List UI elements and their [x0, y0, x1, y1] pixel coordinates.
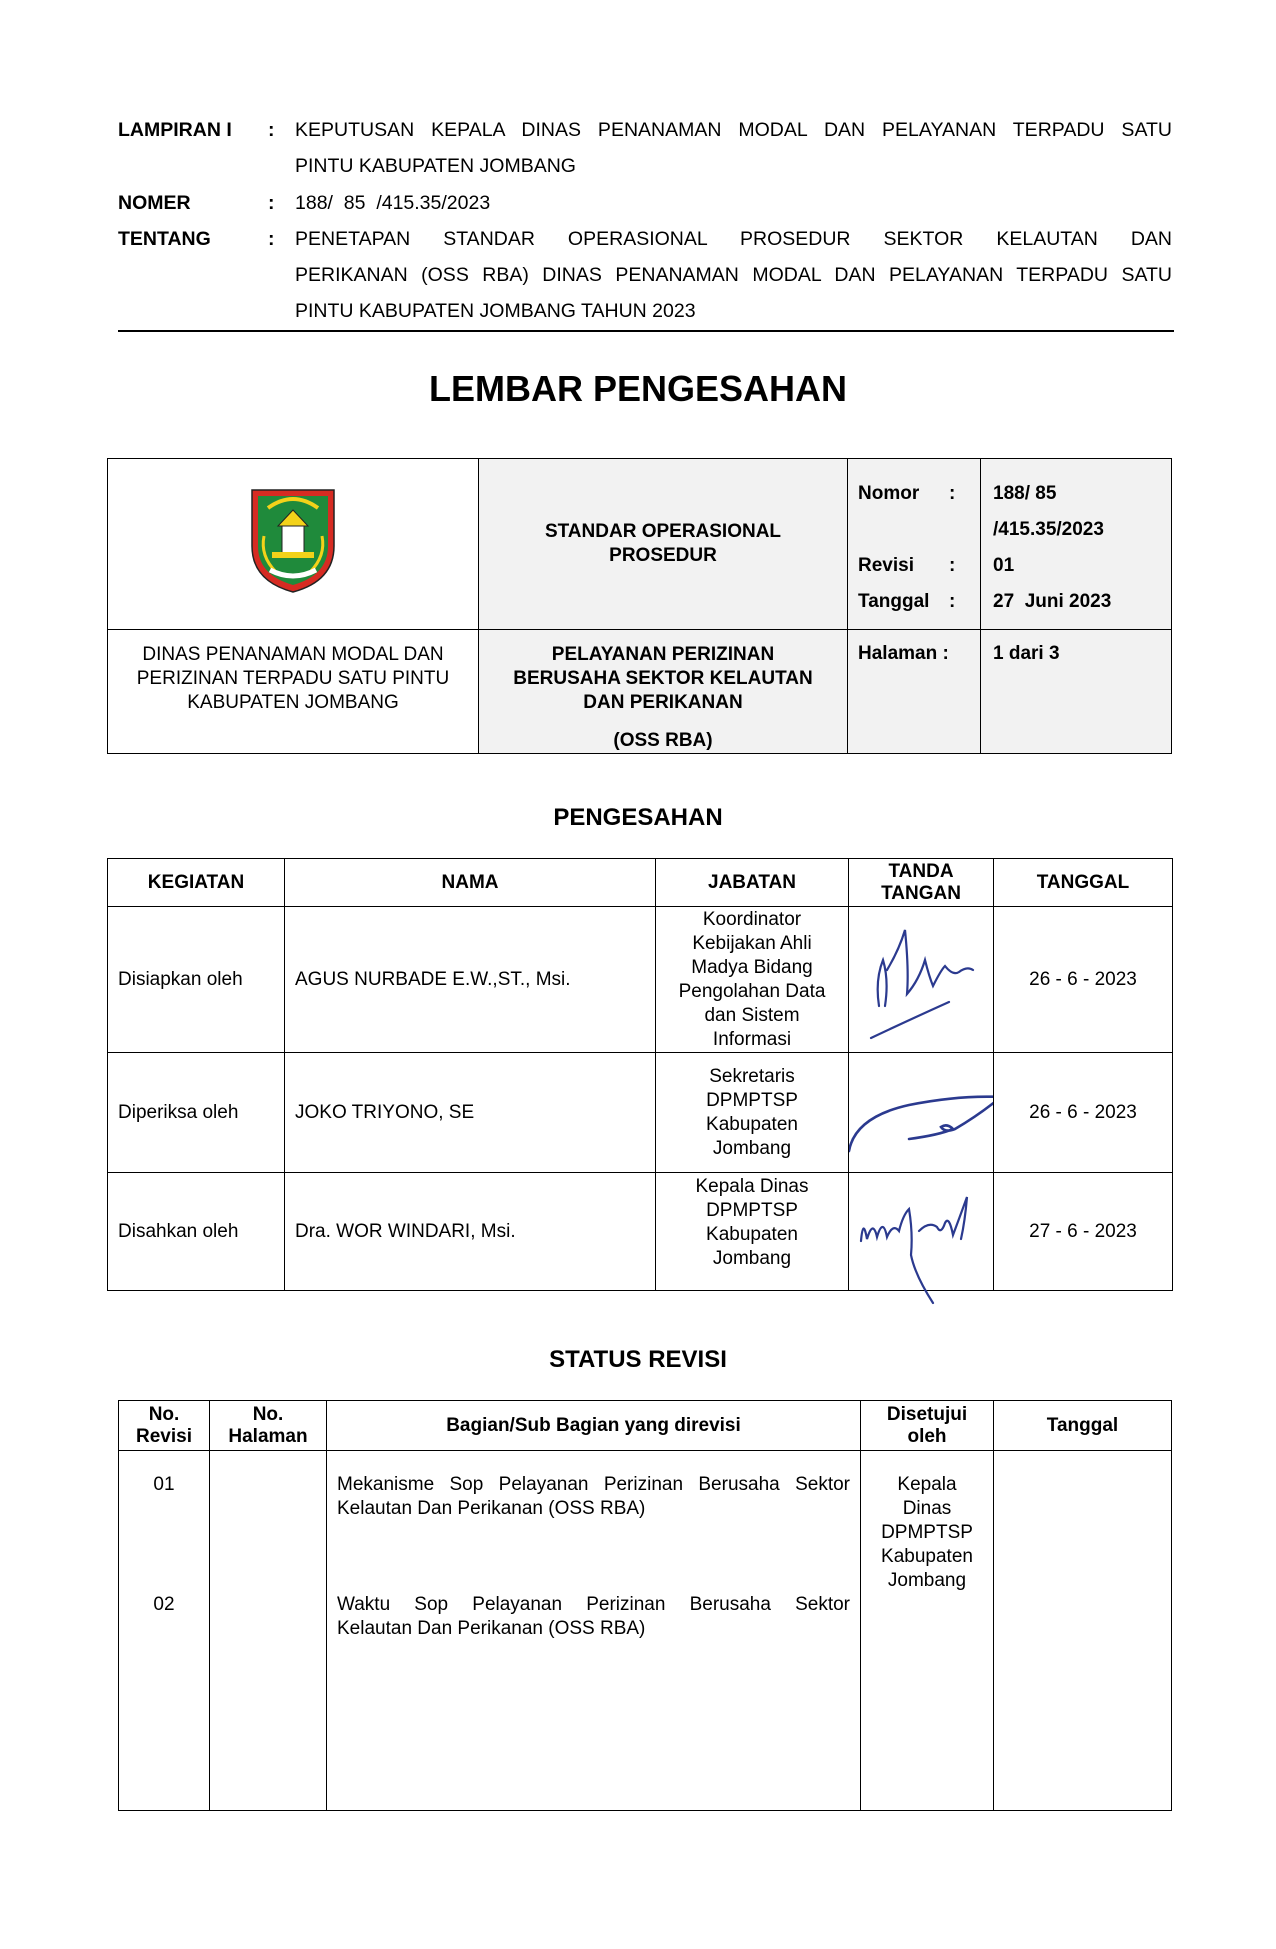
jabatan-cell	[656, 907, 849, 1053]
revision-desc-line: Kelautan Dan Perikanan (OSS RBA)	[337, 1618, 646, 1639]
service-line1: PELAYANAN PERIZINAN	[551, 644, 775, 665]
lampiran-line2: PINTU KABUPATEN JOMBANG	[295, 155, 576, 177]
revision-desc-line: Waktu Sop Pelayanan Perizinan Berusaha Sektor	[337, 1594, 850, 1615]
header-divider	[118, 330, 1174, 332]
revision-desc-line: Kelautan Dan Perikanan (OSS RBA)	[337, 1498, 646, 1519]
lampiran-colon: :	[268, 119, 275, 141]
table-row	[108, 1173, 1173, 1291]
signature-wor-icon	[849, 1175, 993, 1289]
nomor-value-line1: 188/ 85	[993, 483, 1057, 504]
col-nama-header: NAMA	[285, 859, 656, 907]
jabatan-line: Jombang	[712, 1137, 792, 1159]
revision-desc-line: Mekanisme Sop Pelayanan Perizinan Berusaha Sektor	[337, 1474, 850, 1495]
meta-values-cell	[981, 459, 1172, 630]
signature-joko-icon	[849, 1055, 993, 1171]
approver-line: Kepala	[897, 1474, 957, 1495]
approver-line: Dinas	[902, 1498, 952, 1519]
sop-title-cell	[479, 459, 848, 630]
pengesahan-title: PENGESAHAN	[553, 804, 723, 831]
jabatan-line: Sekretaris	[709, 1065, 795, 1087]
col-jabatan-header: JABATAN	[656, 859, 849, 907]
nomer-colon: :	[268, 192, 275, 214]
agency-line2: PERIZINAN TERPADU SATU PINTU	[136, 668, 450, 689]
col-no-halaman-header	[210, 1401, 327, 1451]
sop-title-line2: PROSEDUR	[609, 545, 717, 566]
halaman-value-cell	[981, 630, 1172, 754]
jabatan-line: Kepala Dinas	[695, 1176, 809, 1197]
header-line: Halaman	[228, 1425, 308, 1447]
signature-agus-icon	[849, 910, 993, 1050]
disetujui-cell	[861, 1451, 994, 1811]
jabatan-line: DPMPTSP	[706, 1200, 798, 1221]
kegiatan-cell: Diperiksa oleh	[108, 1053, 285, 1173]
approver-line: Jombang	[887, 1570, 967, 1591]
jabatan-cell	[656, 1173, 849, 1291]
tanggal-revisi-cell	[994, 1451, 1172, 1811]
status-revisi-title: STATUS REVISI	[549, 1346, 727, 1373]
tanggal-label: Tanggal	[858, 591, 930, 612]
service-line3: DAN PERIKANAN	[583, 692, 743, 713]
nomor-value-line2: /415.35/2023	[993, 519, 1104, 540]
col-tanggal-header: TANGGAL	[994, 859, 1173, 907]
nomor-label: Nomor	[858, 483, 920, 504]
tanggal-cell: 26 - 6 - 2023	[994, 907, 1173, 1053]
agency-cell	[108, 630, 479, 754]
nama-cell: Dra. WOR WINDARI, Msi.	[285, 1173, 656, 1291]
nama-cell: JOKO TRIYONO, SE	[285, 1053, 656, 1173]
halaman-value: 1 dari 3	[993, 643, 1060, 664]
col-disetujui-header	[861, 1401, 994, 1451]
jabatan-line: Informasi	[712, 1028, 792, 1050]
revisi-label: Revisi	[858, 555, 914, 576]
nomer-block	[118, 185, 1172, 221]
service-line2: BERUSAHA SEKTOR KELAUTAN	[513, 668, 813, 689]
nomor-colon: :	[949, 483, 956, 504]
header-line: oleh	[907, 1425, 947, 1447]
bagian-cell	[327, 1451, 861, 1811]
kegiatan-cell: Disahkan oleh	[108, 1173, 285, 1291]
col-no-revisi-header	[119, 1401, 210, 1451]
lampiran-line1: KEPUTUSAN KEPALA DINAS PENANAMAN MODAL DAN PELAYANAN TERPADU SATU	[295, 119, 1172, 141]
col-tanggal-header: Tanggal	[994, 1401, 1172, 1451]
col-bagian-header: Bagian/Sub Bagian yang direvisi	[327, 1401, 861, 1451]
header-line: Revisi	[136, 1425, 192, 1447]
sop-info-table	[107, 458, 1172, 754]
nomer-value: 188/ 85 /415.35/2023	[295, 192, 491, 214]
header-line: No.	[252, 1403, 284, 1425]
jabatan-cell	[656, 1053, 849, 1173]
signature-cell	[849, 1173, 994, 1291]
no-revisi-cell	[119, 1451, 210, 1811]
revision-number: 02	[153, 1594, 175, 1615]
halaman-label: Halaman :	[858, 643, 949, 664]
sop-title-line1: STANDAR OPERASIONAL	[544, 521, 782, 542]
signature-cell	[849, 907, 994, 1053]
header-line: No.	[148, 1403, 180, 1425]
agency-line3: KABUPATEN JOMBANG	[187, 692, 399, 713]
jabatan-line: Koordinator	[702, 908, 802, 930]
tanggal-cell: 27 - 6 - 2023	[994, 1173, 1173, 1291]
service-cell	[479, 630, 848, 754]
status-revisi-table	[118, 1400, 1172, 1811]
jabatan-line: Pengolahan Data	[678, 980, 826, 1002]
tanggal-cell: 26 - 6 - 2023	[994, 1053, 1173, 1173]
jabatan-line: DPMPTSP	[706, 1089, 798, 1111]
jabatan-line: Madya Bidang	[691, 956, 813, 978]
table-row	[108, 907, 1173, 1053]
col-kegiatan-header: KEGIATAN	[108, 859, 285, 907]
lampiran-label: LAMPIRAN I	[118, 119, 232, 141]
jabatan-line: Kabupaten	[706, 1224, 798, 1245]
nama-cell: AGUS NURBADE E.W.,ST., Msi.	[285, 907, 656, 1053]
pengesahan-table	[107, 858, 1173, 1291]
service-line4: (OSS RBA)	[613, 730, 713, 751]
revision-number: 01	[153, 1474, 175, 1495]
tentang-line1: PENETAPAN STANDAR OPERASIONAL PROSEDUR SEKTOR KELAUTAN DAN	[295, 228, 1172, 250]
no-halaman-cell	[210, 1451, 327, 1811]
lampiran-block	[118, 112, 1172, 184]
approver-line: DPMPTSP	[881, 1522, 973, 1543]
halaman-label-cell	[848, 630, 981, 754]
tanggal-colon: :	[949, 591, 956, 612]
tentang-block	[118, 221, 1172, 329]
tentang-colon: :	[268, 228, 275, 250]
col-tanda-tangan-header: TANDA TANGAN	[849, 859, 994, 907]
tanggal-value: 27 Juni 2023	[993, 591, 1112, 612]
tentang-line2: PERIKANAN (OSS RBA) DINAS PENANAMAN MODAL DAN PELAYANAN TERPADU SATU	[295, 264, 1172, 286]
tentang-line3: PINTU KABUPATEN JOMBANG TAHUN 2023	[295, 300, 696, 322]
revisi-value: 01	[993, 555, 1015, 576]
page-title: LEMBAR PENGESAHAN	[428, 368, 848, 409]
jabatan-line: Jombang	[712, 1248, 792, 1269]
revisi-colon: :	[949, 555, 956, 576]
jabatan-line: Kebijakan Ahli	[692, 932, 812, 954]
tentang-label: TENTANG	[118, 228, 211, 250]
header-line: Disetujui	[886, 1403, 968, 1425]
kegiatan-cell: Disiapkan oleh	[108, 907, 285, 1053]
nomer-label: NOMER	[118, 192, 191, 214]
logo-cell	[108, 459, 479, 630]
jabatan-line: Kabupaten	[706, 1113, 798, 1135]
jabatan-line: dan Sistem	[704, 1004, 800, 1026]
meta-labels-cell	[848, 459, 981, 630]
signature-cell	[849, 1053, 994, 1173]
table-row	[108, 1053, 1173, 1173]
agency-line1: DINAS PENANAMAN MODAL DAN	[142, 644, 444, 665]
kabupaten-jombang-emblem-icon	[248, 486, 338, 596]
approver-line: Kabupaten	[881, 1546, 973, 1567]
